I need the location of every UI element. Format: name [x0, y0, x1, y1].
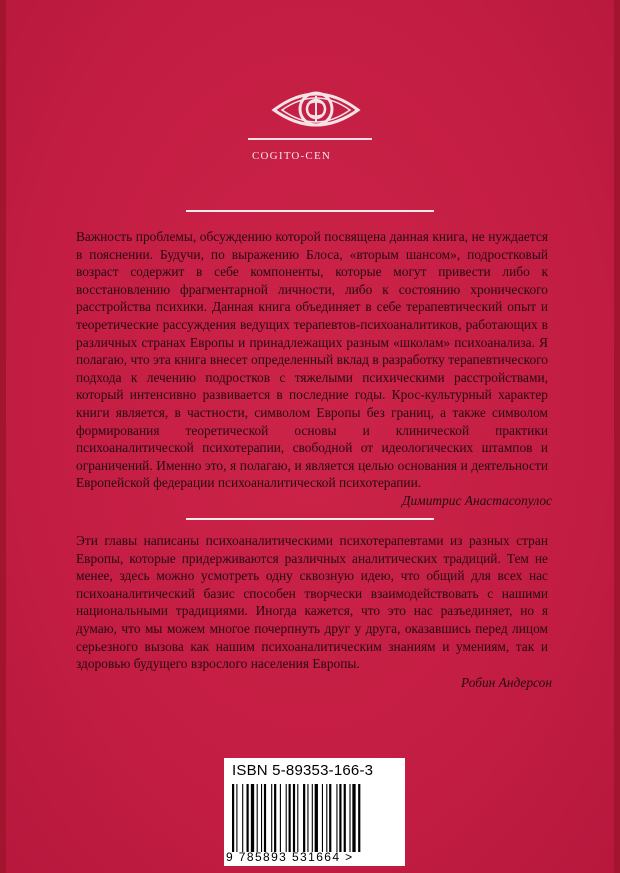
divider-top [186, 210, 434, 212]
review-author-1: Димитрис Анастасопулос [401, 493, 552, 508]
divider-middle [186, 518, 434, 520]
publisher-name: COGITO-CEN [252, 150, 332, 162]
logo-underline [248, 138, 372, 140]
ean-digits: 9 785893 531664 > [226, 850, 354, 864]
review-paragraph-1: Важность проблемы, обсуждению которой посвящена данная книга, не нуждается в пояснении. Будучи, по выражению Блоса, «вторым шансом», подростковый возраст содержит в себе компоненты, которые могут привести либо к восстановлению фрагментарной личности, либо к состоянию хронического расстройства психики. Данная книга объединяет в себе терапевтический опыт и теоретические рассуждения ведущих терапевтов-психоаналитиков, работающих в различных странах Европы и принадлежащих разным «школам» психоанализа. Я полагаю, что эта книга внесет определенный вклад в разработку терапевтического подхода к лечению подростков с тяжелыми психическими расстройствами, который интенсивно развивается в последние годы. Крос-культурный характер книги является, в частности, символом Европы без границ, а также символом формирования теоретической основы и клинической практики психоаналитической психотерапии, свободной от идеологических штампов и ограничений. Именно это, я полагаю, и является целью основания и деятельности Европейской федерации психоаналитической психотерапии. [76, 229, 548, 491]
review-paragraph-2: Эти главы написаны психоаналитическими психотерапевтами из разных стран Европы, которые придерживаются различных аналитических традиций. Тем не менее, здесь можно усмотреть одну сквозную идею, что общий для всех нас психоаналитический базис способен творчески взаимодействовать с нашими национальными традициями. Иногда кажется, что это нас разъединяет, но я думаю, что мы можем многое почерпнуть друг у друга, оказавшись перед лицом серьезного вызова как нашим психоаналитическим знаниям и умениям, так и здоровью будущего взрослого населения Европы. [76, 533, 548, 672]
eye-logo-icon [268, 76, 364, 140]
review-author-2: Робин Андерсон [461, 675, 552, 690]
isbn-label: ISBN 5-89353-166-3 [232, 762, 374, 779]
cover-edge-right [614, 0, 620, 873]
barcode-icon [230, 784, 400, 852]
barcode-panel [224, 758, 405, 866]
cover-spine-edge-left [0, 0, 6, 873]
